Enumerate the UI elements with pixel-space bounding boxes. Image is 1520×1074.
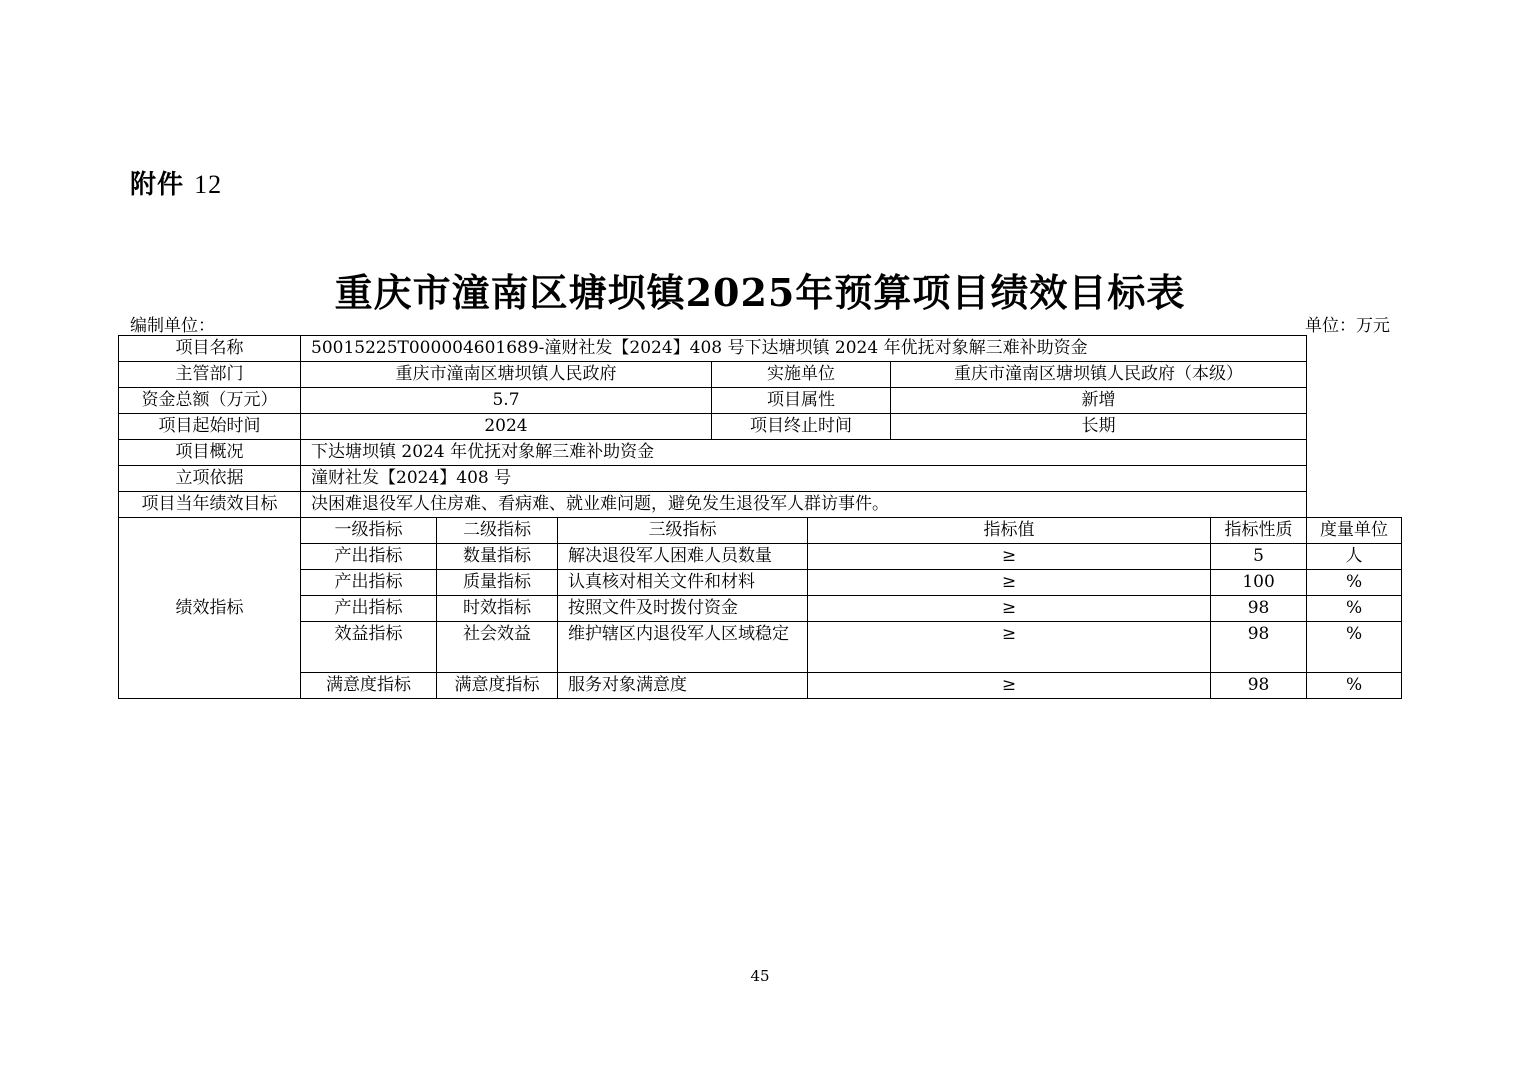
indicator-level3: 服务对象满意度 bbox=[558, 673, 808, 699]
indicator-unit: % bbox=[1307, 622, 1402, 673]
table-row bbox=[119, 388, 1402, 414]
project-name-value: 50015225T000004601689-潼财社发【2024】408 号下达塘坝镇 2024 年优抚对象解三难补助资金 bbox=[301, 336, 1307, 362]
indicator-operator: ≥ bbox=[808, 570, 1211, 596]
table-row bbox=[119, 336, 1402, 362]
total-funds-label: 资金总额（万元） bbox=[119, 388, 301, 414]
total-funds-value: 5.7 bbox=[301, 388, 712, 414]
header-measure-unit: 度量单位 bbox=[1307, 518, 1402, 544]
indicator-operator: ≥ bbox=[808, 544, 1211, 570]
indicator-value: 5 bbox=[1211, 544, 1307, 570]
compiling-unit-label: 编制单位： bbox=[130, 316, 215, 336]
goal-value: 决困难退役军人住房难、看病难、就业难问题，避免发生退役军人群访事件。 bbox=[301, 492, 1307, 518]
attachment-number: 12 bbox=[194, 170, 223, 199]
indicator-level3: 按照文件及时拨付资金 bbox=[558, 596, 808, 622]
page-title: 重庆市潼南区塘坝镇2025年预算项目绩效目标表 bbox=[334, 270, 1186, 315]
indicator-level2: 时效指标 bbox=[437, 596, 558, 622]
indicator-value: 98 bbox=[1211, 622, 1307, 673]
indicator-level1: 产出指标 bbox=[301, 570, 437, 596]
indicator-level1: 满意度指标 bbox=[301, 673, 437, 699]
table-row bbox=[119, 362, 1402, 388]
indicator-operator: ≥ bbox=[808, 622, 1211, 673]
start-label: 项目起始时间 bbox=[119, 414, 301, 440]
indicator-operator: ≥ bbox=[808, 673, 1211, 699]
page-number: 45 bbox=[750, 967, 770, 985]
indicator-level2: 满意度指标 bbox=[437, 673, 558, 699]
basis-value: 潼财社发【2024】408 号 bbox=[301, 466, 1307, 492]
impl-unit-label: 实施单位 bbox=[712, 362, 891, 388]
indicator-unit: 人 bbox=[1307, 544, 1402, 570]
header-level3: 三级指标 bbox=[558, 518, 808, 544]
indicator-operator: ≥ bbox=[808, 596, 1211, 622]
attribute-label: 项目属性 bbox=[712, 388, 891, 414]
indicator-level3: 解决退役军人困难人员数量 bbox=[558, 544, 808, 570]
overview-label: 项目概况 bbox=[119, 440, 301, 466]
basis-label: 立项依据 bbox=[119, 466, 301, 492]
overview-value: 下达塘坝镇 2024 年优抚对象解三难补助资金 bbox=[301, 440, 1307, 466]
indicator-row bbox=[119, 673, 1402, 699]
indicators-section-label: 绩效指标 bbox=[119, 518, 301, 699]
table-row bbox=[119, 414, 1402, 440]
indicator-value: 100 bbox=[1211, 570, 1307, 596]
project-name-label: 项目名称 bbox=[119, 336, 301, 362]
indicator-level2: 质量指标 bbox=[437, 570, 558, 596]
table-row bbox=[119, 440, 1402, 466]
header-indicator-nature: 指标性质 bbox=[1211, 518, 1307, 544]
goal-label: 项目当年绩效目标 bbox=[119, 492, 301, 518]
dept-label: 主管部门 bbox=[119, 362, 301, 388]
unit-label: 单位：万元 bbox=[1305, 316, 1390, 336]
indicator-row bbox=[119, 622, 1402, 673]
end-label: 项目终止时间 bbox=[712, 414, 891, 440]
indicator-header-row bbox=[119, 518, 1402, 544]
indicator-level1: 产出指标 bbox=[301, 544, 437, 570]
dept-value: 重庆市潼南区塘坝镇人民政府 bbox=[301, 362, 712, 388]
indicator-unit: % bbox=[1307, 673, 1402, 699]
header-level2: 二级指标 bbox=[437, 518, 558, 544]
indicator-level2: 社会效益 bbox=[437, 622, 558, 673]
indicator-unit: % bbox=[1307, 596, 1402, 622]
indicator-value: 98 bbox=[1211, 596, 1307, 622]
attribute-value: 新增 bbox=[891, 388, 1307, 414]
attachment-label bbox=[130, 164, 222, 201]
indicator-unit: % bbox=[1307, 570, 1402, 596]
indicator-level2: 数量指标 bbox=[437, 544, 558, 570]
table-row bbox=[119, 492, 1402, 518]
performance-table bbox=[118, 335, 1402, 699]
header-indicator-value: 指标值 bbox=[808, 518, 1211, 544]
indicator-level3: 维护辖区内退役军人区域稳定 bbox=[558, 622, 808, 673]
indicator-row bbox=[119, 596, 1402, 622]
end-value: 长期 bbox=[891, 414, 1307, 440]
indicator-level1: 产出指标 bbox=[301, 596, 437, 622]
table-row bbox=[119, 466, 1402, 492]
start-value: 2024 bbox=[301, 414, 712, 440]
indicator-value: 98 bbox=[1211, 673, 1307, 699]
indicator-row bbox=[119, 570, 1402, 596]
indicator-level1: 效益指标 bbox=[301, 622, 437, 673]
impl-unit-value: 重庆市潼南区塘坝镇人民政府（本级） bbox=[891, 362, 1307, 388]
attachment-label-text: 附件 bbox=[130, 170, 185, 200]
indicator-level3: 认真核对相关文件和材料 bbox=[558, 570, 808, 596]
indicator-row bbox=[119, 544, 1402, 570]
header-level1: 一级指标 bbox=[301, 518, 437, 544]
